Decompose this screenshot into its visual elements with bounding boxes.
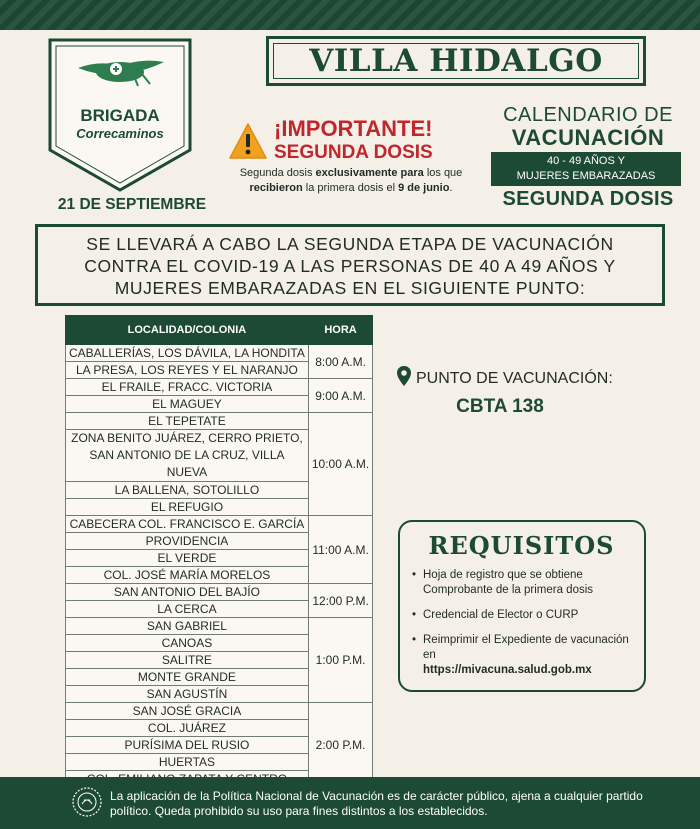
- localidad-cell: LA BALLENA, SOTOLILLO: [66, 482, 309, 499]
- hora-cell: 1:00 P.M.: [308, 618, 372, 703]
- hora-cell: 10:00 A.M.: [308, 413, 372, 516]
- event-date: 21 DE SEPTIEMBRE: [57, 196, 207, 213]
- brigada-subtitle: Correcaminos: [76, 126, 164, 141]
- dose-label: SEGUNDA DOSIS: [502, 188, 674, 210]
- location-pin-icon: [396, 365, 412, 387]
- localidad-cell: EL MAGUEY: [66, 396, 309, 413]
- vaccination-point-label: PUNTO DE VACUNACIÓN:: [416, 370, 613, 387]
- localidad-cell: SAN ANTONIO DEL BAJÍO: [66, 584, 309, 601]
- localidad-cell: CABECERA COL. FRANCISCO E. GARCÍA: [66, 516, 309, 533]
- hora-cell: 2:00 P.M.: [308, 703, 372, 788]
- hora-cell: 12:00 P.M.: [308, 584, 372, 618]
- vaccination-point-place: CBTA 138: [456, 396, 544, 417]
- footer-disclaimer: La aplicación de la Política Nacional de Vacunación es de carácter público, ajena a cualquier partido político. Queda prohibido su uso para fines distintos a los establecidos.: [110, 789, 643, 818]
- localidad-cell: HUERTAS: [66, 754, 309, 771]
- table-row: [66, 413, 373, 430]
- brigada-shield: [46, 38, 194, 193]
- requirements-title: REQUISITOS: [428, 531, 615, 560]
- localidad-cell: LA PRESA, LOS REYES Y EL NARANJO: [66, 362, 309, 379]
- list-item: • Hoja de registro que se obtiene Comprobante de la primera dosis: [412, 568, 638, 598]
- column-header-hora: HORA: [308, 316, 372, 345]
- localidad-cell: EL FRAILE, FRACC. VICTORIA: [66, 379, 309, 396]
- page-title: VILLA HIDALGO: [266, 36, 646, 86]
- localidad-cell: MONTE GRANDE: [66, 669, 309, 686]
- list-item: • Credencial de Elector o CURP: [412, 608, 638, 623]
- target-group-line1: 40 - 49 AÑOS Y: [546, 155, 626, 167]
- localidad-cell: COL. JUÁREZ: [66, 720, 309, 737]
- localidad-cell: CANOAS: [66, 635, 309, 652]
- localidad-cell: LA CERCA: [66, 601, 309, 618]
- importante-note: Segunda dosis exclusivamente para los que recibieron la primera dosis el 9 de junio.: [239, 167, 463, 194]
- announcement-message: SE LLEVARÁ A CABO LA SEGUNDA ETAPA DE VACUNACIÓN CONTRA EL COVID-19 A LAS PERSONAS DE 40 A 49 AÑOS Y MUJERES EMBARAZADAS EN EL SIGUIENTE PUNTO:: [35, 224, 665, 306]
- localidad-cell: SAN JOSÉ GRACIA: [66, 703, 309, 720]
- localidad-cell: SALITRE: [66, 652, 309, 669]
- localidad-cell: EL REFUGIO: [66, 499, 309, 516]
- localidad-cell: SAN AGUSTÍN: [66, 686, 309, 703]
- hora-cell: 11:00 A.M.: [308, 516, 372, 584]
- mexico-seal-icon: [72, 787, 102, 817]
- brigada-title: BRIGADA: [80, 106, 160, 125]
- table-row: [66, 379, 373, 396]
- target-group-badge: [491, 152, 681, 186]
- localidad-cell: EL TEPETATE: [66, 413, 309, 430]
- table-row: [66, 703, 373, 720]
- calendario-line1: CALENDARIO DE: [503, 104, 673, 126]
- importante-heading: ¡IMPORTANTE!: [274, 116, 433, 141]
- schedule-table: [65, 315, 373, 788]
- localidad-cell: PURÍSIMA DEL RUSIO: [66, 737, 309, 754]
- list-item: • Reimprimir el Expediente de vacunación en https://mivacuna.salud.gob.mx: [412, 633, 638, 678]
- hora-cell: 8:00 A.M.: [308, 345, 372, 379]
- requirements-list: [412, 568, 638, 688]
- target-group-line2: MUJERES EMBARAZADAS: [516, 170, 656, 182]
- table-row: [66, 584, 373, 601]
- localidad-cell: ZONA BENITO JUÁREZ, CERRO PRIETO, SAN ANTONIO DE LA CRUZ, VILLA NUEVA: [66, 430, 309, 482]
- top-decorative-band: [0, 0, 700, 30]
- localidad-cell: EL VERDE: [66, 550, 309, 567]
- requirements-box: [398, 520, 646, 692]
- localidad-cell: CABALLERÍAS, LOS DÁVILA, LA HONDITA: [66, 345, 309, 362]
- localidad-cell: PROVIDENCIA: [66, 533, 309, 550]
- warning-icon: [228, 122, 268, 160]
- column-header-localidad: LOCALIDAD/COLONIA: [66, 316, 309, 345]
- hora-cell: 9:00 A.M.: [308, 379, 372, 413]
- table-row: [66, 345, 373, 362]
- table-row: [66, 516, 373, 533]
- localidad-cell: SAN GABRIEL: [66, 618, 309, 635]
- table-row: [66, 618, 373, 635]
- vaccination-url[interactable]: https://mivacuna.salud.gob.mx: [423, 664, 592, 676]
- table-header-row: [66, 316, 373, 345]
- importante-subheading: SEGUNDA DOSIS: [274, 142, 433, 163]
- calendario-line2: VACUNACIÓN: [511, 125, 665, 150]
- footer-bar: [0, 777, 700, 829]
- localidad-cell: COL. JOSÉ MARÍA MORELOS: [66, 567, 309, 584]
